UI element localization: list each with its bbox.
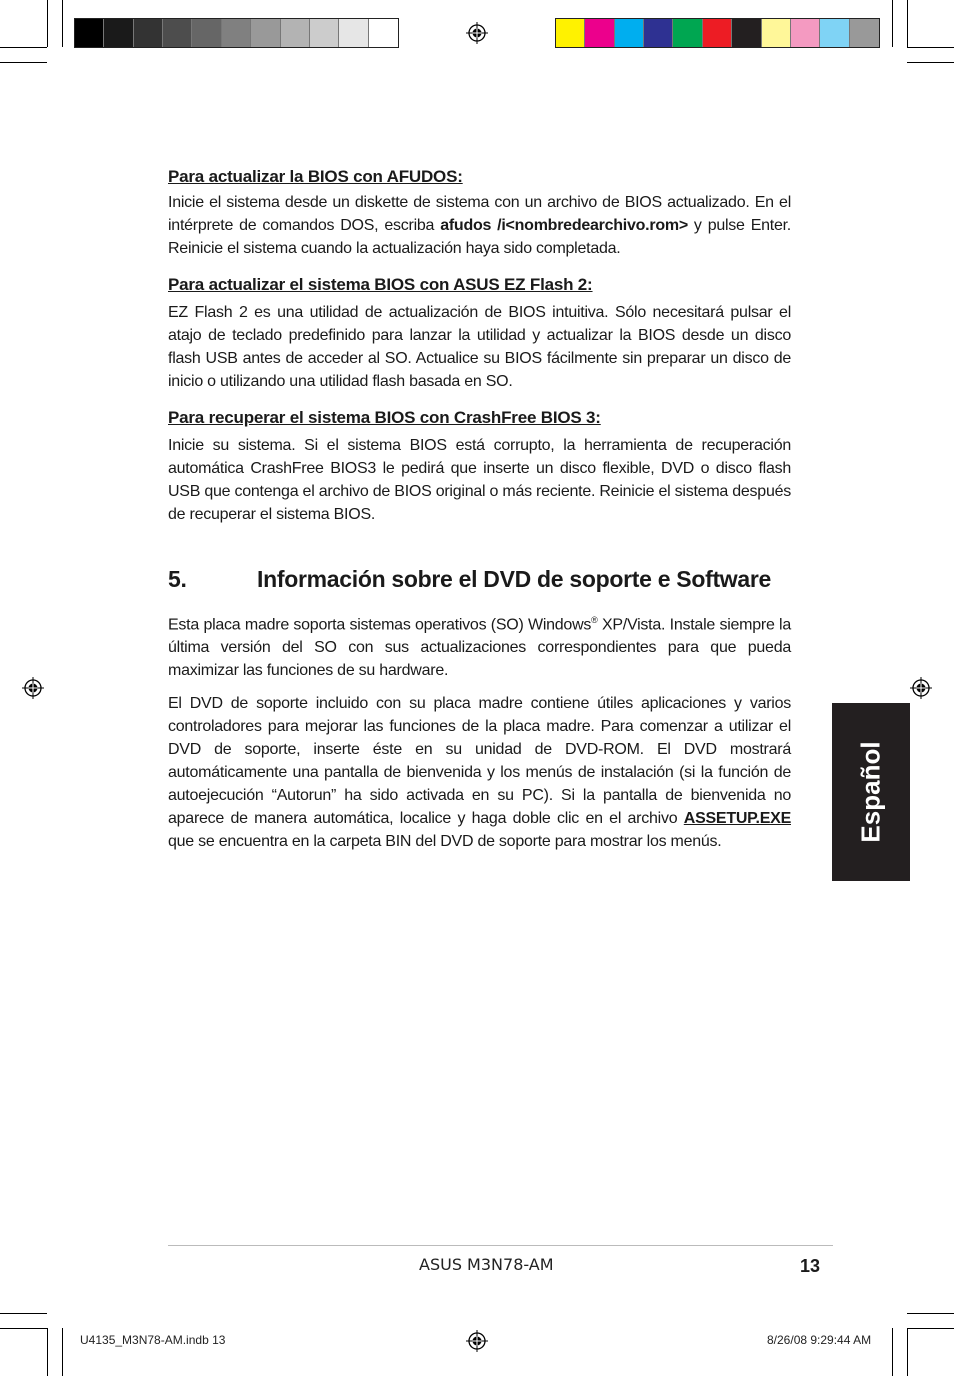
- crop-mark: [0, 62, 47, 63]
- slug-datetime: 8/26/08 9:29:44 AM: [767, 1333, 872, 1347]
- color-swatch: [673, 19, 702, 47]
- registration-mark-icon: [910, 677, 932, 699]
- body-text: El DVD de soporte incluido con su placa madre contiene útiles aplicaciones y varios controladores para mejorar las funciones de la placa madre. Para comenzar a utilizar el DVD de soporte, inserte éste en su unidad de DVD-ROM. El DVD mostrará automáticamente una pantalla de bienvenida y los menús de instalación (si la función de autoejecución “Autorun” ha sido activada en su PC). Si la pantalla de bienvenida no aparece de manera automática, localice y haga doble clic en el archivo: [168, 695, 791, 828]
- section-afudos: [168, 167, 791, 260]
- body-text: Esta placa madre soporta sistemas operativos (SO) Windows: [168, 616, 592, 634]
- language-tab: [832, 703, 910, 881]
- color-swatch: [585, 19, 614, 47]
- section-body: [168, 191, 791, 260]
- section-heading: Para actualizar el sistema BIOS con ASUS EZ Flash 2:: [168, 275, 593, 294]
- color-swatch: [104, 19, 133, 47]
- section-heading: Para recuperar el sistema BIOS con CrashFree BIOS 3:: [168, 408, 601, 427]
- color-swatch: [163, 19, 192, 47]
- crop-mark: [47, 0, 48, 47]
- color-swatch: [75, 19, 104, 47]
- crop-mark: [62, 0, 63, 47]
- chapter-title: Información sobre el DVD de soporte e Software: [257, 566, 772, 592]
- color-calibration-bar: [555, 18, 880, 48]
- color-swatch: [369, 19, 398, 47]
- crop-mark: [0, 1313, 47, 1314]
- crop-mark: [907, 1328, 954, 1329]
- color-swatch: [251, 19, 280, 47]
- color-swatch: [850, 19, 879, 47]
- registration-mark-icon: [466, 1330, 488, 1352]
- body-text: que se encuentra en la carpeta BIN del DVD de soporte para mostrar los menús.: [168, 833, 722, 851]
- chapter-heading: [168, 566, 771, 593]
- page-number: 13: [800, 1256, 821, 1276]
- chapter-body: [168, 609, 791, 853]
- color-swatch: [615, 19, 644, 47]
- file-name-text: ASSETUP.EXE: [683, 810, 791, 828]
- registration-mark-icon: [466, 22, 488, 44]
- color-swatch: [820, 19, 849, 47]
- crop-mark: [0, 47, 47, 48]
- registered-mark: ®: [591, 615, 598, 625]
- color-swatch: [222, 19, 251, 47]
- crop-mark: [47, 1328, 48, 1376]
- color-swatch: [192, 19, 221, 47]
- body-text: XP/Vista. Instale siempre la última versión del SO con sus actualizaciones correspondientes para que pueda maximizar las funciones de su hardware.: [168, 616, 791, 680]
- color-swatch: [644, 19, 673, 47]
- language-tab-label: Español: [855, 741, 886, 843]
- color-swatch: [762, 19, 791, 47]
- body-text: Inicie el sistema desde un diskette de sistema con un archivo de BIOS actualizado. En el intérprete de comandos DOS, escriba: [168, 194, 791, 234]
- section-heading: Para actualizar la BIOS con AFUDOS:: [168, 167, 463, 186]
- color-swatch: [703, 19, 732, 47]
- chapter-paragraph: [168, 609, 791, 682]
- color-swatch: [134, 19, 163, 47]
- crop-mark: [892, 0, 893, 47]
- chapter-number: 5.: [168, 566, 187, 592]
- color-swatch: [339, 19, 368, 47]
- footer-divider: [168, 1245, 833, 1246]
- crop-mark: [907, 0, 908, 47]
- crop-mark: [907, 1328, 908, 1376]
- color-swatch: [556, 19, 585, 47]
- body-text: y pulse Enter. Reinicie el sistema cuando la actualización haya sido completada.: [168, 217, 791, 257]
- slug-file-info: U4135_M3N78-AM.indb 13: [80, 1333, 226, 1347]
- grayscale-calibration-bar: [74, 18, 399, 48]
- crop-mark: [907, 47, 954, 48]
- footer-product-name: ASUS M3N78-AM: [419, 1255, 554, 1274]
- section-body: Inicie su sistema. Si el sistema BIOS está corrupto, la herramienta de recuperación automática CrashFree BIOS3 le pedirá que inserte un disco flexible, DVD o disco flash USB que contenga el archivo de BIOS original o más reciente. Reinicie el sistema después de recuperar el sistema BIOS.: [168, 437, 791, 523]
- color-swatch: [732, 19, 761, 47]
- section-ez-flash: [168, 275, 791, 393]
- crop-mark: [907, 1313, 954, 1314]
- section-body: EZ Flash 2 es una utilidad de actualización de BIOS intuitiva. Sólo necesitará pulsar el atajo de teclado predefinido para lanzar la utilidad y actualizar la BIOS desde un disco flash USB antes de acceder al SO. Actualice su BIOS fácilmente sin preparar un disco de inicio o utilizando una utilidad flash basada en SO.: [168, 304, 791, 390]
- color-swatch: [281, 19, 310, 47]
- crop-mark: [892, 1328, 893, 1376]
- command-text: afudos /i<nombredearchivo.rom>: [440, 217, 688, 234]
- crop-mark: [0, 1328, 47, 1329]
- color-swatch: [310, 19, 339, 47]
- crop-mark: [62, 1328, 63, 1376]
- color-swatch: [791, 19, 820, 47]
- crop-mark: [907, 62, 954, 63]
- section-crashfree: [168, 408, 791, 526]
- registration-mark-icon: [22, 677, 44, 699]
- chapter-paragraph: [168, 692, 791, 853]
